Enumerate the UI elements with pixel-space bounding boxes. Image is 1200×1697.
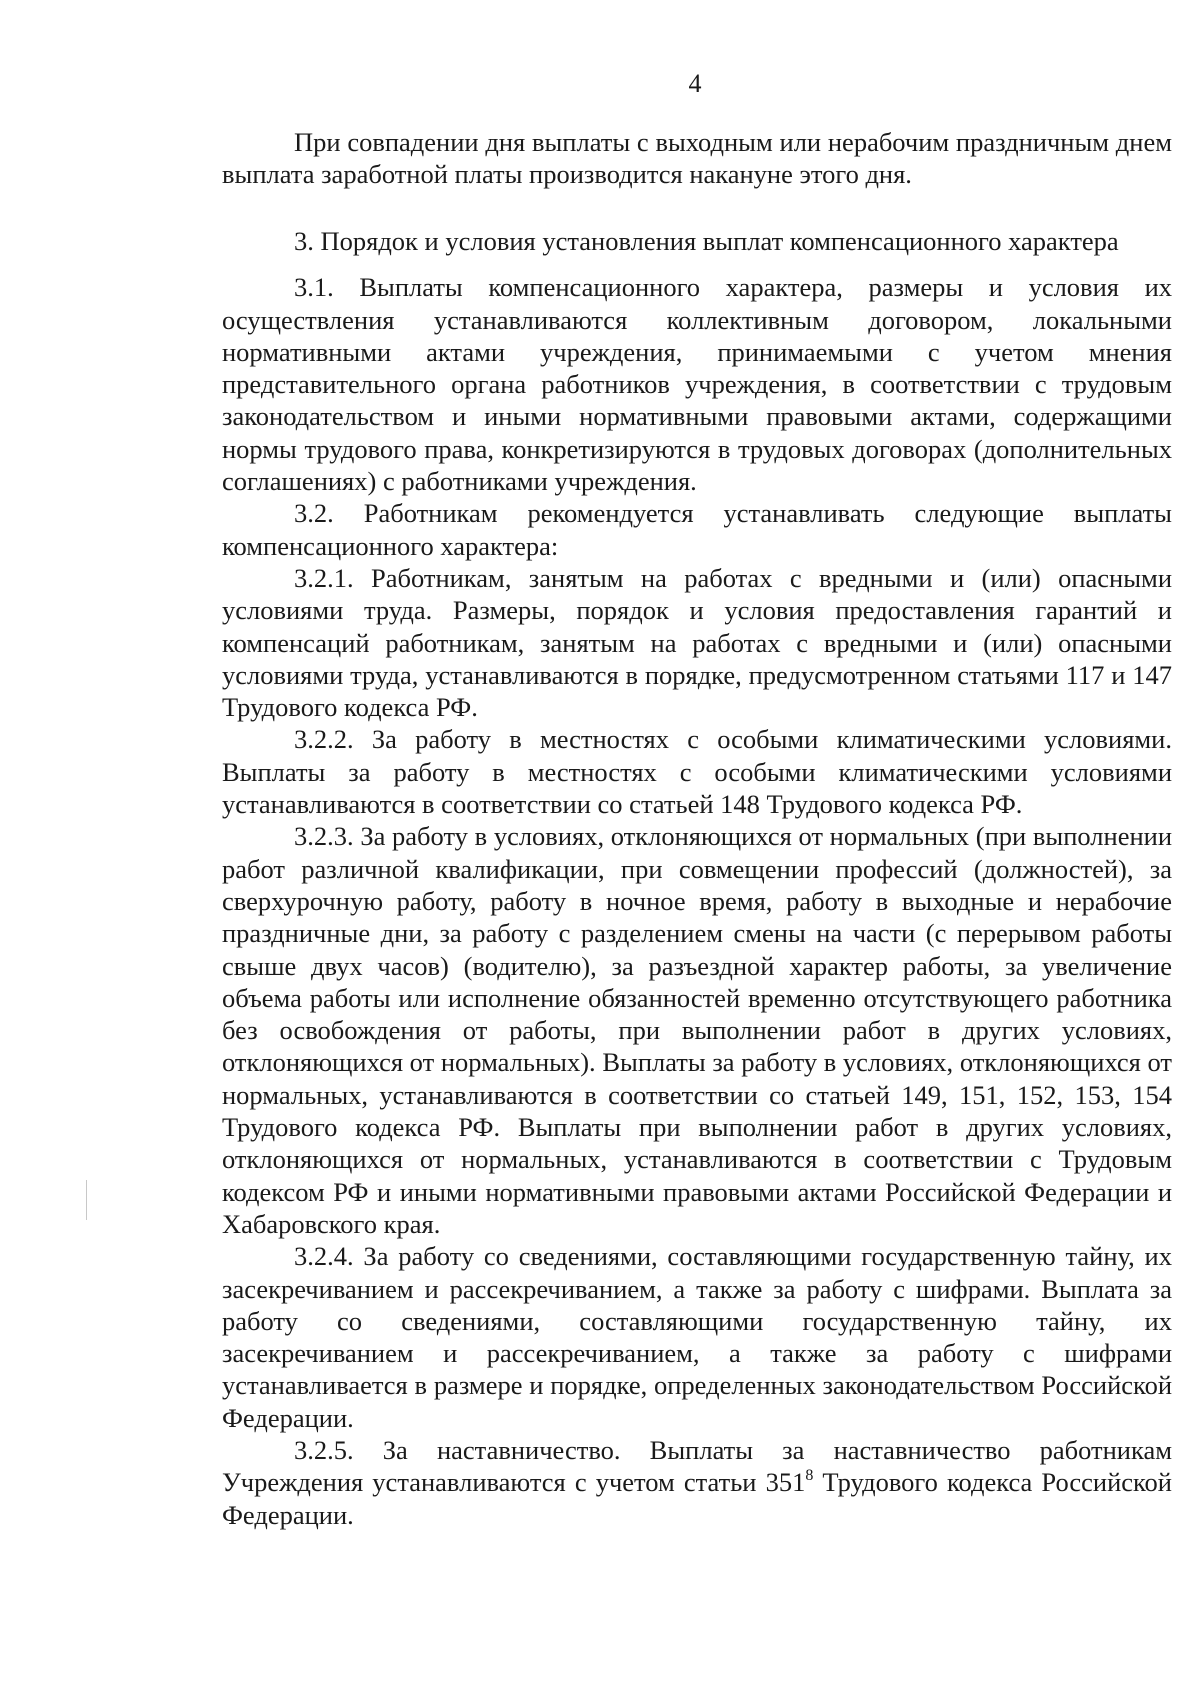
- intro-block: [222, 126, 1172, 191]
- paragraph-3-2-4: 3.2.4. За работу со сведениями, составляющими государственную тайну, их засекречиванием и рассекречиванием, а также за работу с шифрами. Выплата за работу со сведениями, составляющими государственную тайну, их засекречиванием и рассекречиванием, а также за работу с шифрами устанавливается в размере и порядке, определенных законодательством Российской Федерации.: [222, 1241, 1172, 1433]
- page-number: 4: [688, 69, 702, 98]
- scan-margin-mark: [86, 1180, 87, 1220]
- section-3: [222, 225, 1172, 1531]
- paragraph-3-2: 3.2. Работникам рекомендуется устанавливать следующие выплаты компенсационного характера:: [222, 498, 1172, 561]
- paragraph-3-2-5-tail: Трудового кодекса Российской Федерации.: [222, 1467, 1172, 1530]
- paragraph-3-2-2: 3.2.2. За работу в местностях с особыми климатическими условиями. Выплаты за работу в местностях с особыми климатическими условиями устанавливаются в соответствии со статьей 148 Трудового кодекса РФ.: [222, 724, 1172, 820]
- paragraph-3-2-5: [222, 1434, 1172, 1531]
- paragraph-3-2-3: 3.2.3. За работу в условиях, отклоняющихся от нормальных (при выполнении работ различной квалификации, при совмещении профессий (должностей), за сверхурочную работу, работу в ночное время, работу в выходные и нерабочие праздничные дни, за работу с разделением смены на части (с перерывом работы свыше двух часов) (водителю), за разъездной характер работы, за увеличение объема работы или исполнение обязанностей временно отсутствующего работника без освобождения от работы, при выполнении работ в других условиях, отклоняющихся от нормальных). Выплаты за работу в условиях, отклоняющихся от нормальных, устанавливаются в соответствии со статьей 149, 151, 152, 153, 154 Трудового кодекса РФ. Выплаты при выполнении работ в других условиях, отклоняющихся от нормальных, устанавливаются в соответствии с Трудовым кодексом РФ и иными нормативными правовыми актами Российской Федерации и Хабаровского края.: [222, 821, 1172, 1239]
- paragraph-3-1: 3.1. Выплаты компенсационного характера, размеры и условия их осуществления устанавливаются коллективным договором, локальными нормативными актами учреждения, принимаемыми с учетом мнения представительного органа работников учреждения, в соответствии с трудовым законодательством и иными нормативными правовыми актами, содержащими нормы трудового права, конкретизируются в трудовых договорах (дополнительных соглашениях) с работниками учреждения.: [222, 272, 1172, 497]
- paragraph-3-2-5-text: 3.2.5. За наставничество. Выплаты за наставничество работникам Учреждения устанавливаются с учетом статьи 351: [222, 1434, 1172, 1498]
- section-heading: 3. Порядок и условия установления выплат компенсационного характера: [294, 226, 1119, 256]
- article-superscript: 8: [805, 1467, 814, 1485]
- paragraph-payment-holiday: При совпадении дня выплаты с выходным или нерабочим праздничным днем выплата заработной платы производится накануне этого дня.: [222, 127, 1172, 190]
- paragraph-3-2-1: 3.2.1. Работникам, занятым на работах с вредными и (или) опасными условиями труда. Размеры, порядок и условия предоставления гарантий и компенсаций работникам, занятым на работах с вредными и (или) опасными условиями труда, устанавливаются в порядке, предусмотренном статьями 117 и 147 Трудового кодекса РФ.: [222, 562, 1172, 723]
